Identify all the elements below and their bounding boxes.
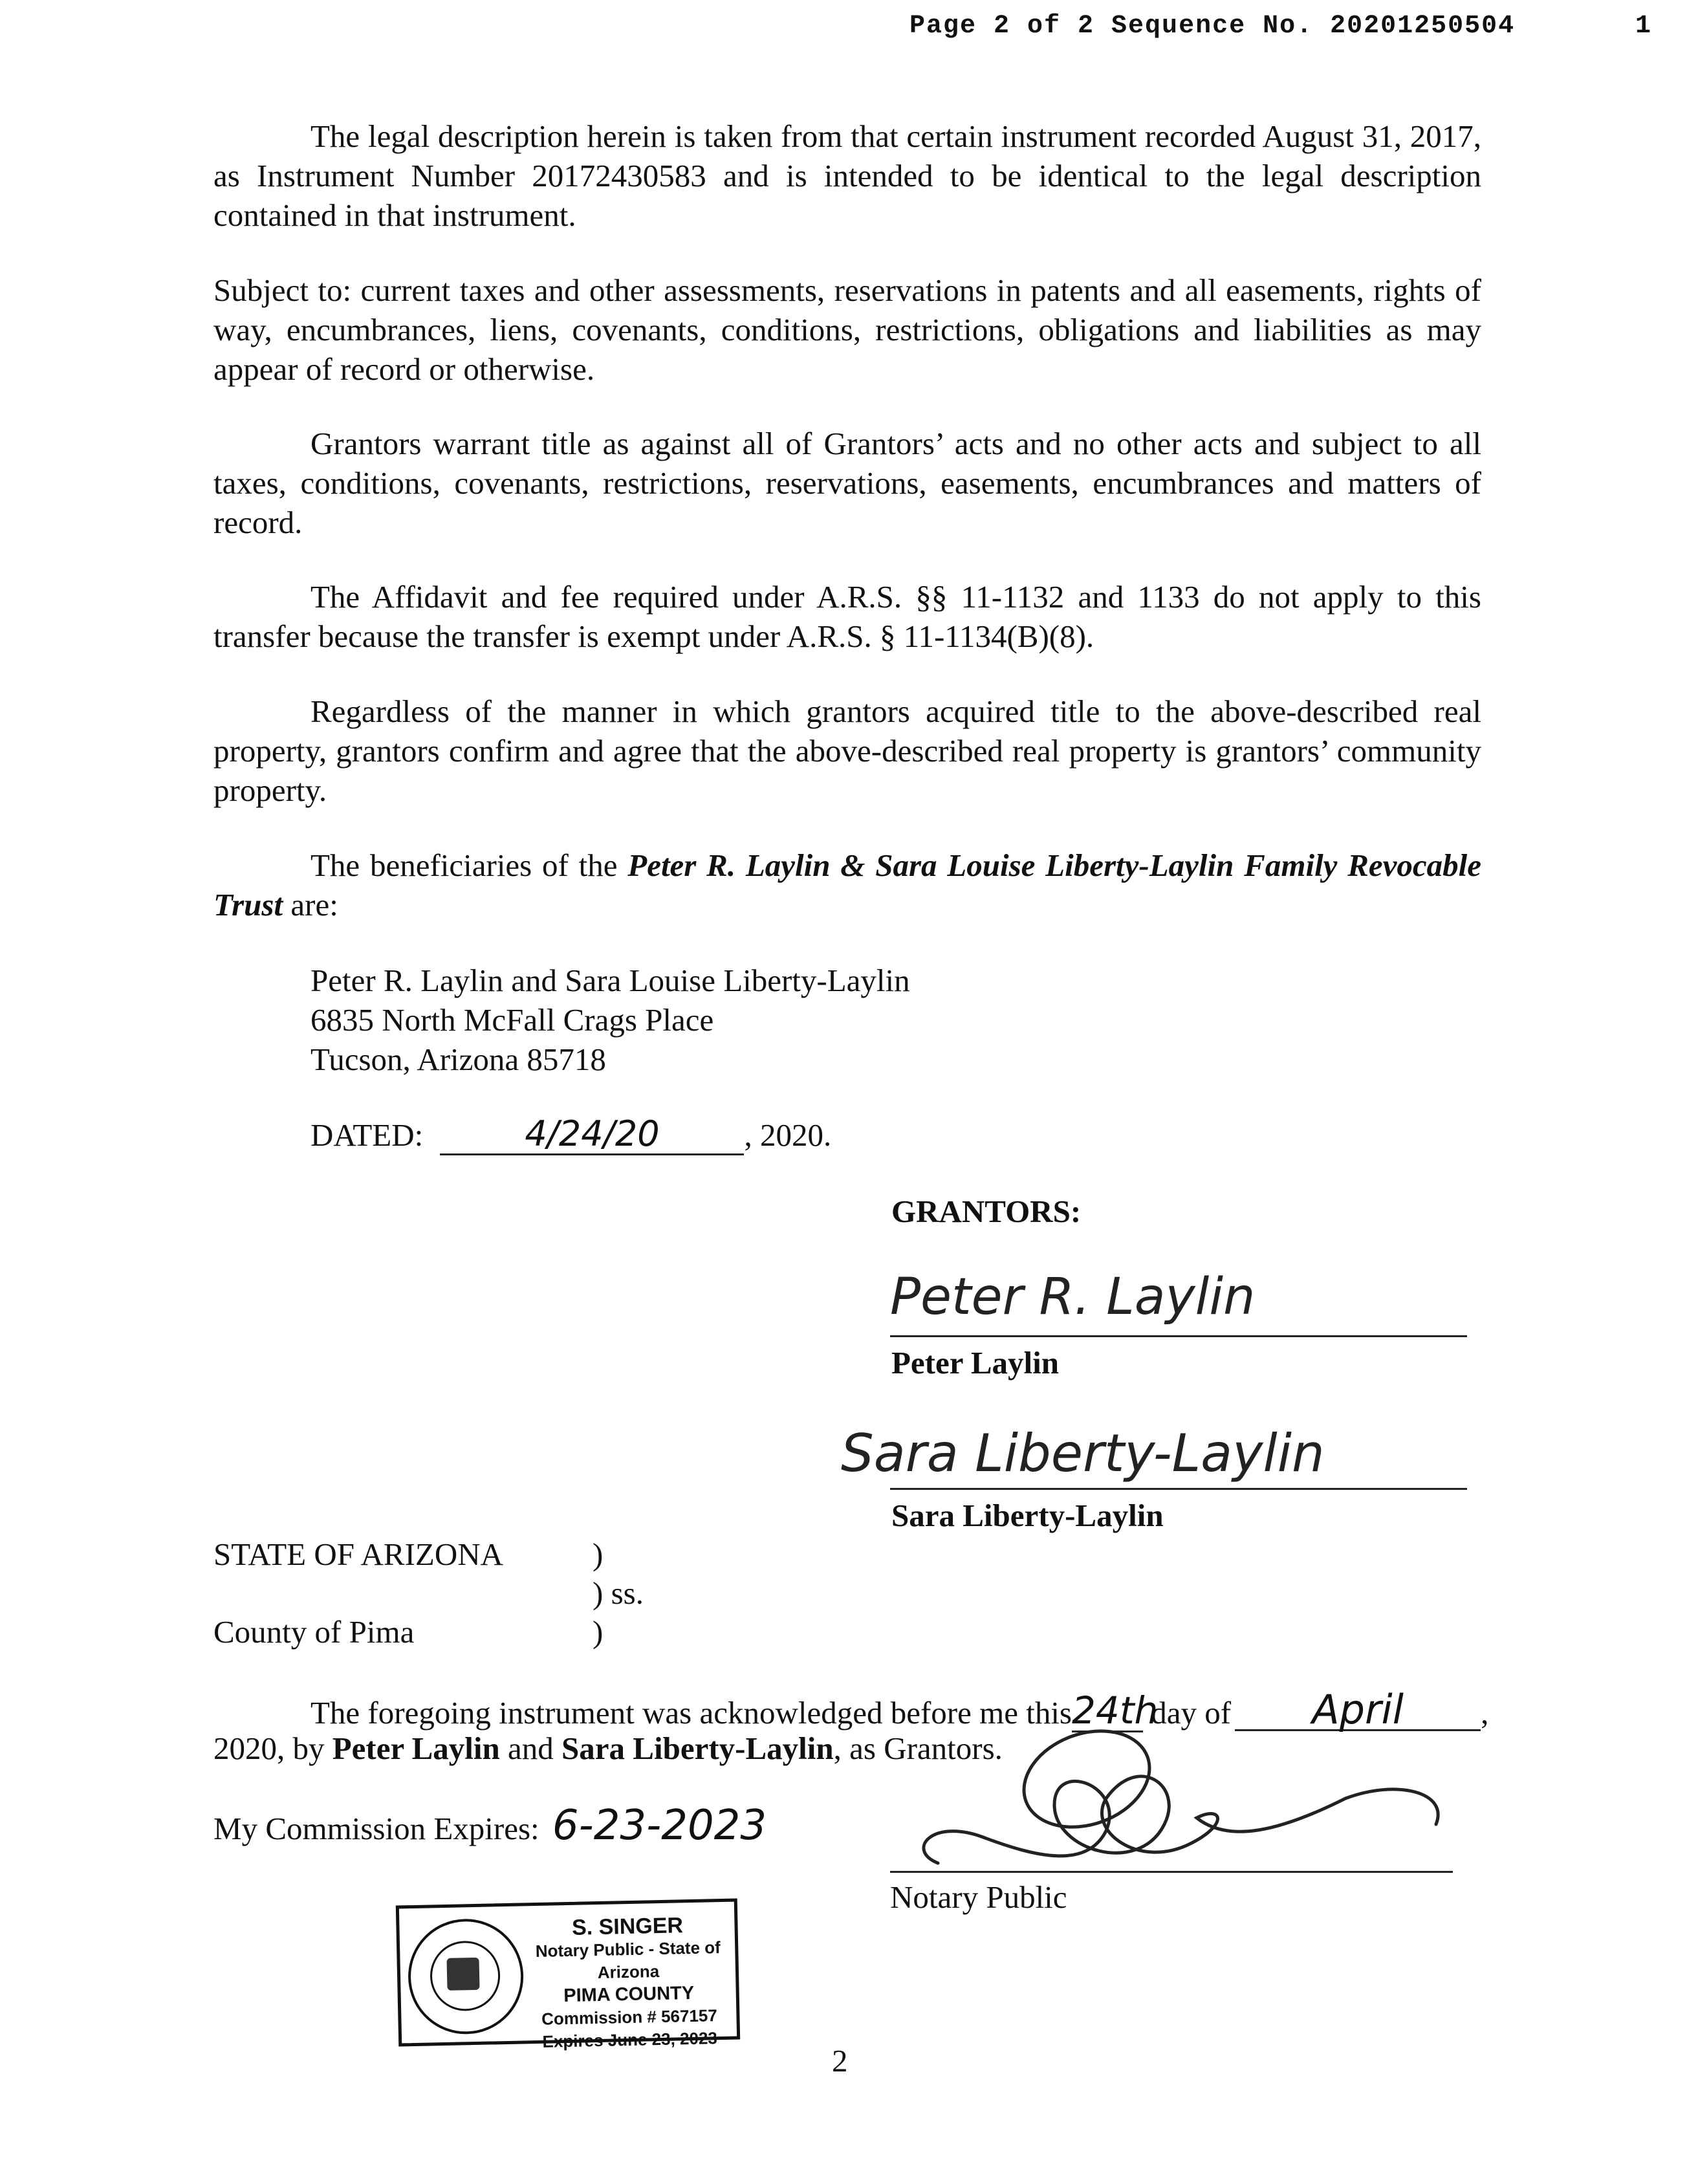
ack-name: Peter Laylin [332,1731,500,1766]
notary-stamp [396,1898,740,2051]
ack-text: The foregoing instrument was acknowledged before me this [310,1695,1072,1731]
signature-line [890,1335,1467,1337]
venue-paren: ) [593,1614,604,1650]
commission-line [213,1802,767,1850]
dated-year: , 2020. [744,1117,832,1153]
ack-text: , [1481,1695,1489,1731]
beneficiary-city: Tucson, Arizona 85718 [310,1042,606,1077]
ack-name: Sara Liberty-Laylin [561,1731,834,1766]
dated-handwritten: 4/24/20 [440,1114,744,1155]
peter-name: Peter Laylin [891,1345,1060,1381]
corner-mark: 1 [1635,12,1651,41]
grantors-heading: GRANTORS: [891,1194,1082,1229]
ack-text: , as Grantors. [833,1731,1003,1766]
sara-name: Sara Liberty-Laylin [891,1498,1164,1533]
peter-signature: Peter R. Laylin [890,1268,1256,1326]
beneficiary-names: Peter R. Laylin and Sara Louise Liberty-Laylin [310,963,910,998]
page-sequence-header: Page 2 of 2 Sequence No. 20201250504 [909,12,1516,41]
notary-signature [893,1721,1475,1889]
signature-line [890,1488,1467,1490]
ack-day-handwritten: 24th [1072,1688,1159,1732]
beneficiaries-paragraph [213,846,1481,924]
venue-county: County of Pima [213,1614,415,1650]
stamp-county: PIMA COUNTY [563,1982,695,2007]
notary-public-label: Notary Public [890,1879,1067,1915]
stamp-notary-name: S. SINGER [571,1913,684,1940]
beneficiaries-block [310,961,910,1079]
page-number: 2 [832,2043,848,2079]
subject-to-paragraph [213,270,1481,389]
paragraph-text: The beneficiaries of the [310,847,628,883]
signature-line [890,1871,1453,1873]
venue-paren: ) [593,1536,604,1572]
paragraph-text: Regardless of the manner in which grantors acquired title to the above-described real property, grantors confirm and agree that the above-described real property is grantors’ community property. [213,693,1481,808]
community-property-paragraph [213,692,1481,810]
venue-ss: ) ss. [593,1575,644,1611]
ack-month-handwritten: April [1235,1690,1481,1731]
stamp-commission-number: Commission # 567157 [541,2005,718,2029]
ack-text: 2020, by [213,1731,332,1766]
stamp-text [522,1914,735,2054]
sara-signature: Sara Liberty-Laylin [841,1423,1325,1483]
stamp-expiration: Expires June 23, 2023 [542,2028,718,2051]
paragraph-text: Grantors warrant title as against all of Grantors’ acts and no other acts and subject to all taxes, conditions, covenants, restrictions, reservations, easements, encumbrances and matters of record. [213,426,1481,540]
stamp-title: Notary Public - State of Arizona [535,1938,721,1983]
arizona-seal-icon [407,1917,525,2035]
dated-line [310,1114,831,1155]
venue-state: STATE OF ARIZONA [213,1536,503,1572]
trust-name: Peter R. Laylin & Sara Louise Liberty-Laylin Family Revocable Trust [213,847,1481,923]
legal-description-paragraph [213,116,1481,235]
paragraph-text: Subject to: current taxes and other assessments, reservations in patents and all easements, rights of way, encumbrances, liens, covenants, conditions, restrictions, obligations and liabilities as may appear of record or otherwise. [213,272,1481,387]
commission-handwritten: 6-23-2023 [552,1802,767,1850]
dated-label: DATED: [310,1117,424,1153]
acknowledgment-line-2 [213,1729,1003,1768]
ack-text: and [499,1731,562,1766]
affidavit-paragraph [213,577,1481,656]
paragraph-text: The Affidavit and fee required under A.R.S. §§ 11-1132 and 1133 do not apply to this transfer because the transfer is exempt under A.R.S. § 11-1134(B)(8). [213,579,1481,654]
warranty-paragraph [213,424,1481,542]
ack-text: day of [1151,1695,1232,1731]
beneficiary-street: 6835 North McFall Crags Place [310,1002,714,1038]
paragraph-text: The legal description herein is taken from that certain instrument recorded August 31, 2017, as Instrument Number 20172430583 and is intended to be identical to the legal description contained in that instrument. [213,118,1481,233]
paragraph-text: are: [283,887,338,923]
commission-label: My Commission Expires: [213,1811,539,1846]
seal-emblem [446,1958,479,1991]
